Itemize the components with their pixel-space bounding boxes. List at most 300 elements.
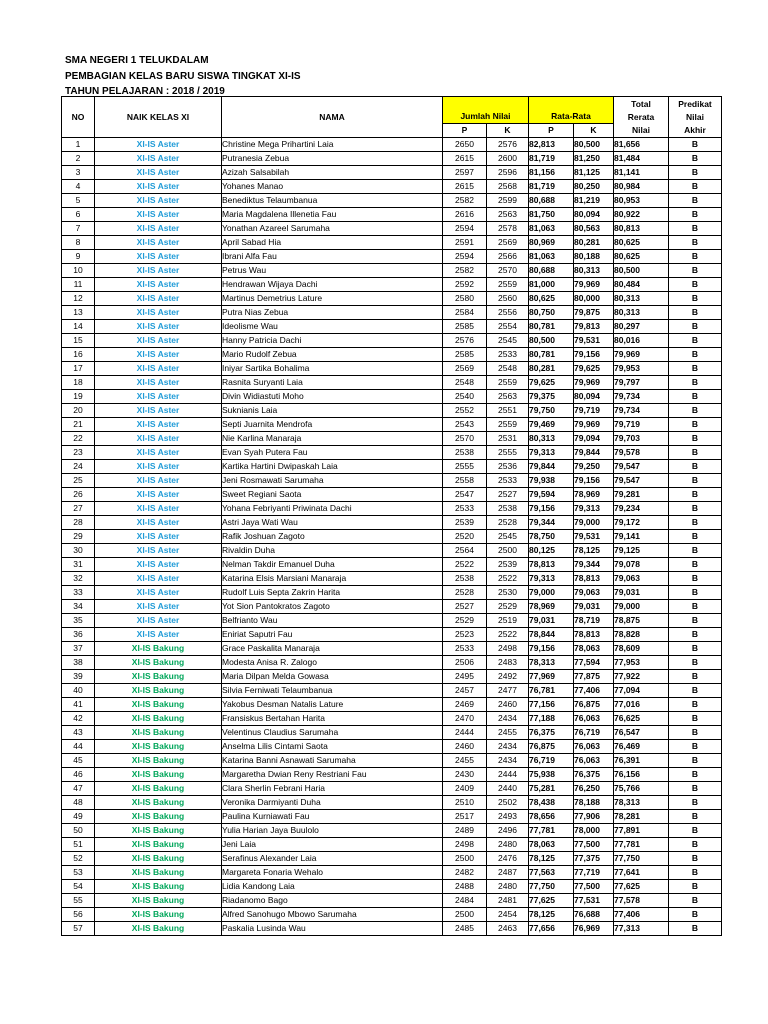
row-class: XI-IS Bakung xyxy=(95,866,222,880)
row-jumlah-k: 2444 xyxy=(487,768,529,782)
row-jumlah-p: 2555 xyxy=(443,460,487,474)
row-class: XI-IS Bakung xyxy=(95,810,222,824)
row-student-name: Yot Sion Pantokratos Zagoto xyxy=(222,600,443,614)
row-rata-p: 80,281 xyxy=(529,362,574,376)
col-name-header: NAMA xyxy=(222,97,443,138)
row-rata-k: 79,156 xyxy=(574,348,614,362)
row-total-rerata: 79,234 xyxy=(614,502,669,516)
row-student-name: Hendrawan Wijaya Dachi xyxy=(222,278,443,292)
table-row xyxy=(62,698,722,712)
row-student-name: Riadanomo Bago xyxy=(222,894,443,908)
row-student-name: Grace Paskalita Manaraja xyxy=(222,642,443,656)
row-jumlah-k: 2578 xyxy=(487,222,529,236)
col-predikat-header xyxy=(669,97,722,138)
row-rata-p: 78,750 xyxy=(529,530,574,544)
row-jumlah-p: 2469 xyxy=(443,698,487,712)
row-class: XI-IS Aster xyxy=(95,348,222,362)
row-jumlah-p: 2522 xyxy=(443,558,487,572)
row-class: XI-IS Aster xyxy=(95,278,222,292)
row-jumlah-p: 2538 xyxy=(443,446,487,460)
row-class: XI-IS Bakung xyxy=(95,852,222,866)
table-body xyxy=(62,138,722,936)
row-class: XI-IS Bakung xyxy=(95,824,222,838)
row-rata-p: 78,438 xyxy=(529,796,574,810)
row-jumlah-k: 2519 xyxy=(487,614,529,628)
row-rata-p: 81,719 xyxy=(529,152,574,166)
row-class: XI-IS Aster xyxy=(95,236,222,250)
row-jumlah-k: 2576 xyxy=(487,138,529,152)
row-number: 26 xyxy=(62,488,95,502)
row-rata-p: 81,063 xyxy=(529,250,574,264)
row-predikat: B xyxy=(669,572,722,586)
row-rata-p: 79,844 xyxy=(529,460,574,474)
row-jumlah-p: 2529 xyxy=(443,614,487,628)
row-jumlah-k: 2563 xyxy=(487,208,529,222)
row-predikat: B xyxy=(669,754,722,768)
row-class: XI-IS Bakung xyxy=(95,726,222,740)
row-class: XI-IS Bakung xyxy=(95,908,222,922)
row-total-rerata: 79,547 xyxy=(614,474,669,488)
row-number: 50 xyxy=(62,824,95,838)
row-jumlah-k: 2568 xyxy=(487,180,529,194)
row-jumlah-k: 2487 xyxy=(487,866,529,880)
row-total-rerata: 77,781 xyxy=(614,838,669,852)
table-row xyxy=(62,138,722,152)
table-row xyxy=(62,278,722,292)
row-rata-k: 79,313 xyxy=(574,502,614,516)
row-student-name: Astri Jaya Wati Wau xyxy=(222,516,443,530)
row-class: XI-IS Aster xyxy=(95,446,222,460)
col-rata-k-header: K xyxy=(574,124,614,138)
row-rata-k: 76,063 xyxy=(574,740,614,754)
row-rata-k: 77,375 xyxy=(574,852,614,866)
row-student-name: Modesta Anisa R. Zalogo xyxy=(222,656,443,670)
row-jumlah-k: 2502 xyxy=(487,796,529,810)
row-predikat: B xyxy=(669,768,722,782)
row-student-name: Jeni Laia xyxy=(222,838,443,852)
table-row xyxy=(62,488,722,502)
row-rata-p: 80,313 xyxy=(529,432,574,446)
row-total-rerata: 79,969 xyxy=(614,348,669,362)
row-rata-p: 80,781 xyxy=(529,348,574,362)
table-row xyxy=(62,460,722,474)
row-student-name: Kartika Hartini Dwipaskah Laia xyxy=(222,460,443,474)
row-class: XI-IS Bakung xyxy=(95,656,222,670)
row-class: XI-IS Aster xyxy=(95,166,222,180)
row-student-name: Benediktus Telaumbanua xyxy=(222,194,443,208)
row-total-rerata: 79,578 xyxy=(614,446,669,460)
row-class: XI-IS Aster xyxy=(95,530,222,544)
row-rata-p: 78,125 xyxy=(529,852,574,866)
row-jumlah-p: 2500 xyxy=(443,908,487,922)
row-predikat: B xyxy=(669,810,722,824)
row-student-name: Yakobus Desman Natalis Lature xyxy=(222,698,443,712)
table-row xyxy=(62,530,722,544)
row-jumlah-k: 2480 xyxy=(487,838,529,852)
row-jumlah-p: 2495 xyxy=(443,670,487,684)
table-row xyxy=(62,320,722,334)
row-jumlah-p: 2523 xyxy=(443,628,487,642)
row-rata-k: 79,969 xyxy=(574,278,614,292)
row-class: XI-IS Aster xyxy=(95,194,222,208)
row-rata-k: 80,094 xyxy=(574,390,614,404)
row-rata-k: 78,063 xyxy=(574,642,614,656)
row-jumlah-k: 2498 xyxy=(487,642,529,656)
row-jumlah-k: 2500 xyxy=(487,544,529,558)
table-row xyxy=(62,628,722,642)
row-jumlah-k: 2481 xyxy=(487,894,529,908)
row-rata-p: 81,063 xyxy=(529,222,574,236)
row-jumlah-k: 2463 xyxy=(487,922,529,936)
row-number: 57 xyxy=(62,922,95,936)
row-rata-k: 77,500 xyxy=(574,838,614,852)
row-total-rerata: 80,625 xyxy=(614,250,669,264)
row-number: 29 xyxy=(62,530,95,544)
row-jumlah-p: 2510 xyxy=(443,796,487,810)
row-jumlah-k: 2531 xyxy=(487,432,529,446)
row-predikat: B xyxy=(669,250,722,264)
row-rata-p: 77,625 xyxy=(529,894,574,908)
row-class: XI-IS Bakung xyxy=(95,796,222,810)
row-number: 46 xyxy=(62,768,95,782)
table-row xyxy=(62,418,722,432)
row-student-name: Divin Widiastuti Moho xyxy=(222,390,443,404)
row-rata-p: 80,125 xyxy=(529,544,574,558)
row-jumlah-k: 2600 xyxy=(487,152,529,166)
table-row xyxy=(62,446,722,460)
row-jumlah-p: 2485 xyxy=(443,922,487,936)
table-row xyxy=(62,180,722,194)
rata-header-top xyxy=(529,97,614,111)
row-rata-p: 80,750 xyxy=(529,306,574,320)
row-predikat: B xyxy=(669,670,722,684)
row-jumlah-p: 2470 xyxy=(443,712,487,726)
row-predikat: B xyxy=(669,320,722,334)
row-rata-p: 77,750 xyxy=(529,880,574,894)
row-number: 31 xyxy=(62,558,95,572)
row-predikat: B xyxy=(669,544,722,558)
row-class: XI-IS Aster xyxy=(95,614,222,628)
row-predikat: B xyxy=(669,922,722,936)
row-predikat: B xyxy=(669,404,722,418)
row-total-rerata: 77,016 xyxy=(614,698,669,712)
jumlah-header-top xyxy=(443,97,529,111)
row-student-name: Serafinus Alexander Laia xyxy=(222,852,443,866)
row-jumlah-k: 2480 xyxy=(487,880,529,894)
row-jumlah-k: 2545 xyxy=(487,530,529,544)
row-predikat: B xyxy=(669,278,722,292)
row-total-rerata: 75,766 xyxy=(614,782,669,796)
row-number: 4 xyxy=(62,180,95,194)
table-row xyxy=(62,250,722,264)
row-rata-p: 79,938 xyxy=(529,474,574,488)
total-label-3: Nilai xyxy=(632,124,650,135)
row-rata-k: 80,500 xyxy=(574,138,614,152)
row-jumlah-p: 2517 xyxy=(443,810,487,824)
row-number: 52 xyxy=(62,852,95,866)
row-predikat: B xyxy=(669,348,722,362)
row-predikat: B xyxy=(669,138,722,152)
row-class: XI-IS Aster xyxy=(95,432,222,446)
row-jumlah-p: 2615 xyxy=(443,180,487,194)
row-number: 44 xyxy=(62,740,95,754)
row-predikat: B xyxy=(669,222,722,236)
row-student-name: Hanny Patricia Dachi xyxy=(222,334,443,348)
row-number: 19 xyxy=(62,390,95,404)
row-number: 45 xyxy=(62,754,95,768)
table-row xyxy=(62,292,722,306)
row-class: XI-IS Aster xyxy=(95,558,222,572)
row-rata-p: 81,156 xyxy=(529,166,574,180)
row-rata-k: 76,063 xyxy=(574,754,614,768)
row-jumlah-p: 2444 xyxy=(443,726,487,740)
row-rata-p: 79,156 xyxy=(529,642,574,656)
row-total-rerata: 79,281 xyxy=(614,488,669,502)
row-total-rerata: 76,156 xyxy=(614,768,669,782)
row-rata-k: 79,813 xyxy=(574,320,614,334)
table-row xyxy=(62,516,722,530)
row-jumlah-p: 2460 xyxy=(443,740,487,754)
row-total-rerata: 77,891 xyxy=(614,824,669,838)
row-rata-p: 79,031 xyxy=(529,614,574,628)
col-rata-p-header: P xyxy=(529,124,574,138)
row-total-rerata: 79,000 xyxy=(614,600,669,614)
row-total-rerata: 81,484 xyxy=(614,152,669,166)
row-rata-k: 77,531 xyxy=(574,894,614,908)
row-jumlah-k: 2492 xyxy=(487,670,529,684)
row-rata-k: 81,219 xyxy=(574,194,614,208)
row-class: XI-IS Bakung xyxy=(95,712,222,726)
table-row xyxy=(62,348,722,362)
row-student-name: Iniyar Sartika Bohalima xyxy=(222,362,443,376)
table-row xyxy=(62,684,722,698)
row-jumlah-p: 2582 xyxy=(443,194,487,208)
row-jumlah-k: 2566 xyxy=(487,250,529,264)
row-rata-k: 78,719 xyxy=(574,614,614,628)
row-predikat: B xyxy=(669,712,722,726)
row-number: 13 xyxy=(62,306,95,320)
row-student-name: Yonathan Azareel Sarumaha xyxy=(222,222,443,236)
row-class: XI-IS Aster xyxy=(95,460,222,474)
row-jumlah-p: 2569 xyxy=(443,362,487,376)
row-rata-k: 78,000 xyxy=(574,824,614,838)
row-rata-k: 76,875 xyxy=(574,698,614,712)
row-rata-p: 80,500 xyxy=(529,334,574,348)
row-predikat: B xyxy=(669,236,722,250)
row-jumlah-p: 2594 xyxy=(443,222,487,236)
row-jumlah-p: 2482 xyxy=(443,866,487,880)
row-class: XI-IS Aster xyxy=(95,320,222,334)
row-total-rerata: 76,625 xyxy=(614,712,669,726)
row-class: XI-IS Aster xyxy=(95,208,222,222)
row-jumlah-k: 2455 xyxy=(487,726,529,740)
table-row xyxy=(62,222,722,236)
row-rata-k: 78,813 xyxy=(574,572,614,586)
row-jumlah-k: 2522 xyxy=(487,628,529,642)
row-class: XI-IS Bakung xyxy=(95,670,222,684)
col-class-header: NAIK KELAS XI xyxy=(95,97,222,138)
row-jumlah-p: 2570 xyxy=(443,432,487,446)
row-jumlah-k: 2476 xyxy=(487,852,529,866)
row-rata-k: 76,250 xyxy=(574,782,614,796)
row-rata-p: 79,313 xyxy=(529,572,574,586)
row-jumlah-p: 2564 xyxy=(443,544,487,558)
row-number: 1 xyxy=(62,138,95,152)
row-rata-p: 79,375 xyxy=(529,390,574,404)
row-rata-p: 79,469 xyxy=(529,418,574,432)
row-student-name: Lidia Kandong Laia xyxy=(222,880,443,894)
table-row xyxy=(62,656,722,670)
row-total-rerata: 77,094 xyxy=(614,684,669,698)
row-student-name: Margareta Fonaria Wehalo xyxy=(222,866,443,880)
row-rata-p: 80,688 xyxy=(529,194,574,208)
row-predikat: B xyxy=(669,908,722,922)
row-total-rerata: 77,641 xyxy=(614,866,669,880)
row-jumlah-p: 2597 xyxy=(443,166,487,180)
row-predikat: B xyxy=(669,418,722,432)
row-total-rerata: 77,922 xyxy=(614,670,669,684)
row-jumlah-k: 2599 xyxy=(487,194,529,208)
row-rata-p: 78,969 xyxy=(529,600,574,614)
row-predikat: B xyxy=(669,656,722,670)
row-rata-k: 81,125 xyxy=(574,166,614,180)
row-class: XI-IS Aster xyxy=(95,306,222,320)
row-rata-k: 80,188 xyxy=(574,250,614,264)
row-class: XI-IS Aster xyxy=(95,180,222,194)
row-total-rerata: 79,734 xyxy=(614,404,669,418)
row-jumlah-k: 2477 xyxy=(487,684,529,698)
table-row xyxy=(62,838,722,852)
class-assignment-table xyxy=(61,96,722,936)
row-jumlah-k: 2569 xyxy=(487,236,529,250)
table-row xyxy=(62,712,722,726)
row-jumlah-k: 2554 xyxy=(487,320,529,334)
row-rata-k: 79,063 xyxy=(574,586,614,600)
col-jumlah-p-header: P xyxy=(443,124,487,138)
row-rata-k: 76,688 xyxy=(574,908,614,922)
row-jumlah-p: 2533 xyxy=(443,502,487,516)
row-jumlah-p: 2582 xyxy=(443,264,487,278)
row-jumlah-k: 2530 xyxy=(487,586,529,600)
row-jumlah-k: 2555 xyxy=(487,446,529,460)
row-student-name: Putranesia Zebua xyxy=(222,152,443,166)
row-class: XI-IS Aster xyxy=(95,418,222,432)
row-total-rerata: 79,125 xyxy=(614,544,669,558)
row-student-name: Evan Syah Putera Fau xyxy=(222,446,443,460)
row-rata-k: 80,313 xyxy=(574,264,614,278)
row-predikat: B xyxy=(669,166,722,180)
row-jumlah-p: 2552 xyxy=(443,404,487,418)
row-predikat: B xyxy=(669,180,722,194)
row-rata-k: 79,031 xyxy=(574,600,614,614)
row-jumlah-k: 2434 xyxy=(487,712,529,726)
row-total-rerata: 76,469 xyxy=(614,740,669,754)
row-class: XI-IS Bakung xyxy=(95,768,222,782)
row-total-rerata: 80,313 xyxy=(614,292,669,306)
row-class: XI-IS Bakung xyxy=(95,642,222,656)
row-predikat: B xyxy=(669,880,722,894)
row-total-rerata: 80,813 xyxy=(614,222,669,236)
row-total-rerata: 80,922 xyxy=(614,208,669,222)
row-rata-k: 77,719 xyxy=(574,866,614,880)
row-total-rerata: 80,625 xyxy=(614,236,669,250)
row-predikat: B xyxy=(669,390,722,404)
row-class: XI-IS Aster xyxy=(95,222,222,236)
table-row xyxy=(62,376,722,390)
table-row xyxy=(62,600,722,614)
row-jumlah-k: 2596 xyxy=(487,166,529,180)
row-jumlah-k: 2536 xyxy=(487,460,529,474)
row-total-rerata: 79,078 xyxy=(614,558,669,572)
row-predikat: B xyxy=(669,264,722,278)
row-jumlah-k: 2551 xyxy=(487,404,529,418)
row-jumlah-p: 2457 xyxy=(443,684,487,698)
row-number: 2 xyxy=(62,152,95,166)
row-rata-p: 80,625 xyxy=(529,292,574,306)
row-total-rerata: 80,500 xyxy=(614,264,669,278)
row-number: 49 xyxy=(62,810,95,824)
col-no-header: NO xyxy=(62,97,95,138)
row-number: 42 xyxy=(62,712,95,726)
row-class: XI-IS Aster xyxy=(95,502,222,516)
row-predikat: B xyxy=(669,852,722,866)
row-rata-k: 77,500 xyxy=(574,880,614,894)
row-total-rerata: 81,141 xyxy=(614,166,669,180)
predikat-label-1: Predikat xyxy=(678,98,712,109)
row-jumlah-k: 2533 xyxy=(487,474,529,488)
row-class: XI-IS Aster xyxy=(95,544,222,558)
row-jumlah-p: 2580 xyxy=(443,292,487,306)
row-class: XI-IS Aster xyxy=(95,250,222,264)
table-row xyxy=(62,614,722,628)
row-student-name: Mario Rudolf Zebua xyxy=(222,348,443,362)
table-row xyxy=(62,152,722,166)
row-class: XI-IS Aster xyxy=(95,516,222,530)
row-rata-k: 78,125 xyxy=(574,544,614,558)
row-total-rerata: 78,281 xyxy=(614,810,669,824)
row-student-name: Katarina Banni Asnawati Sarumaha xyxy=(222,754,443,768)
row-jumlah-p: 2585 xyxy=(443,348,487,362)
row-jumlah-k: 2483 xyxy=(487,656,529,670)
table-row xyxy=(62,208,722,222)
table-row xyxy=(62,726,722,740)
row-number: 16 xyxy=(62,348,95,362)
row-rata-k: 78,969 xyxy=(574,488,614,502)
row-jumlah-p: 2616 xyxy=(443,208,487,222)
table-row xyxy=(62,852,722,866)
row-rata-k: 77,906 xyxy=(574,810,614,824)
row-jumlah-k: 2522 xyxy=(487,572,529,586)
row-number: 21 xyxy=(62,418,95,432)
row-class: XI-IS Bakung xyxy=(95,838,222,852)
row-predikat: B xyxy=(669,488,722,502)
row-rata-k: 80,000 xyxy=(574,292,614,306)
row-number: 15 xyxy=(62,334,95,348)
row-number: 17 xyxy=(62,362,95,376)
row-class: XI-IS Aster xyxy=(95,152,222,166)
table-row xyxy=(62,236,722,250)
row-total-rerata: 78,828 xyxy=(614,628,669,642)
row-total-rerata: 77,625 xyxy=(614,880,669,894)
row-number: 25 xyxy=(62,474,95,488)
table-row xyxy=(62,362,722,376)
row-number: 27 xyxy=(62,502,95,516)
row-total-rerata: 78,313 xyxy=(614,796,669,810)
row-student-name: Jeni Rosmawati Sarumaha xyxy=(222,474,443,488)
row-number: 53 xyxy=(62,866,95,880)
row-jumlah-k: 2545 xyxy=(487,334,529,348)
row-jumlah-p: 2592 xyxy=(443,278,487,292)
